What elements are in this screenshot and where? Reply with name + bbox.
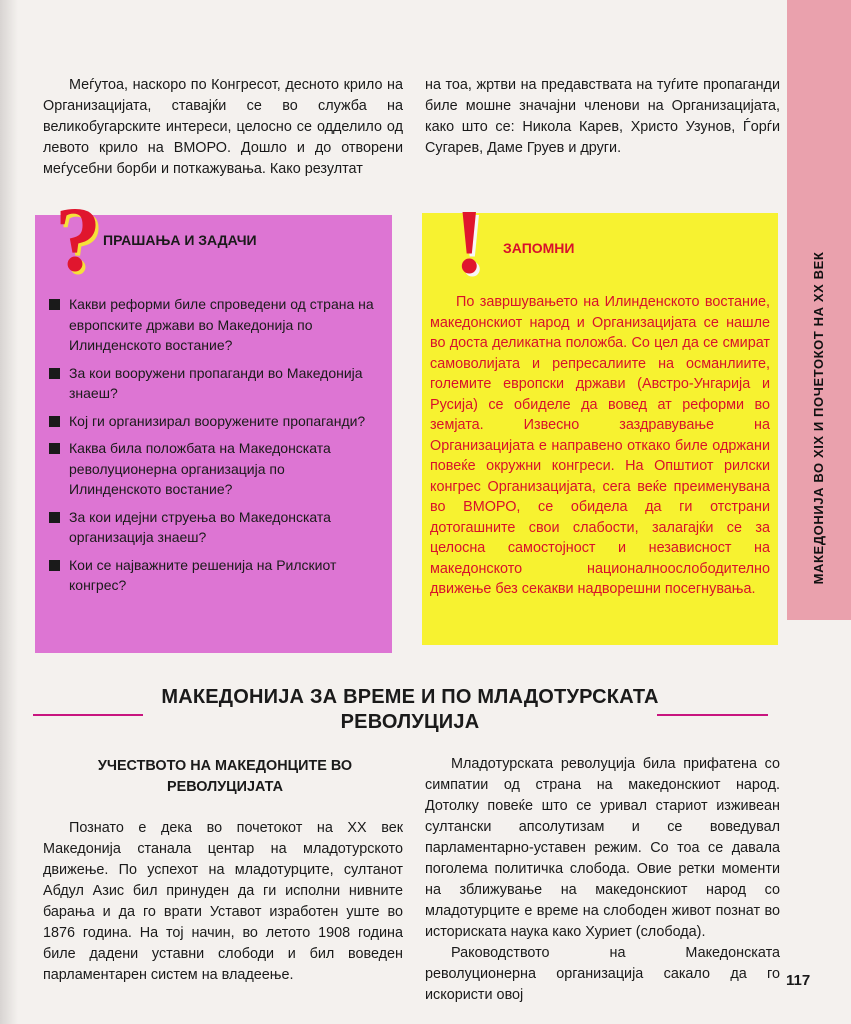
question-item: Каква била положбата на Македонската револуционерна организација по Илинденското востание? <box>47 438 380 500</box>
question-mark-icon: ? <box>55 188 101 290</box>
square-bullet-icon <box>49 299 60 310</box>
question-item: За кои вооружени пропаганди во Македонија знаеш? <box>47 363 380 404</box>
body-left-paragraph: Познато е дека во почетокот на XX век Македонија станала центар на младотурското движење. По успехот на младотурците, султанот Абдул Азис бил принуден да ги исполни нивните барања и да го врати Уставот изработен уште во 1876 година. На тој начин, во летото 1908 година биле дадени уставни слободи и бил воведен парламентарен систем на владеење. <box>43 820 403 983</box>
question-item: Какви реформи биле спроведени од страна на европските држави во Македонија по Илинденското востание? <box>47 294 380 356</box>
intro-right-column <box>425 75 780 159</box>
section-title-line-2: РЕВОЛУЦИЈА <box>340 711 480 733</box>
intro-left-column <box>43 75 403 180</box>
intro-left-paragraph: Меѓутоа, наскоро по Конгресот, десното крило на Организацијата, ставајќи се во служба на великобугарските интереси, целосно се одделило од левото крило на ВМОРО. Дошло и до отворени меѓусебни борби и поткажувања. Како резултат <box>43 77 403 177</box>
square-bullet-icon <box>49 512 60 523</box>
body-right-paragraph-2: Раководството на Македонската револуционерна организација сакало да го искористи овој <box>425 945 780 1003</box>
square-bullet-icon <box>49 443 60 454</box>
chapter-side-tab-label: МАКЕДОНИЈА ВО XIX И ПОЧЕТОКОТ НА XX ВЕК <box>811 251 826 585</box>
section-title <box>140 685 680 735</box>
question-item: За кои идејни струења во Македонската организација знаеш? <box>47 507 380 548</box>
page-number: 117 <box>786 972 811 989</box>
intro-right-paragraph: на тоа, жртви на предавствата на туѓите пропаганди биле мошне значајни членови на Организацијата, како што се: Никола Карев, Христо Узунов, Ѓорѓи Сугарев, Даме Груев и други. <box>425 77 780 156</box>
questions-box-title: ПРАШАЊА И ЗАДАЧИ <box>103 232 257 248</box>
subsection-title: УЧЕСТВОТО НА МАКЕДОНЦИТЕ ВО РЕВОЛУЦИЈАТА <box>97 758 353 795</box>
exclamation-mark-icon: ! <box>454 190 485 292</box>
body-right-paragraph-1: Младотурската револуција била прифатена со симпатии од страна на македонскиот народ. Дотолку повеќе што се уривал стариот изживеан султански апсолутизам и се воведувал парламентарно-уставен режим. Со тоа се давала поголема политичка слобода. Овие ретки моменти на зближување на македонскиот народ со младотурците е време на слободен живот познат во историската наука како Хуриет (слобода). <box>425 756 780 940</box>
page-binding-shadow <box>0 0 18 1024</box>
square-bullet-icon <box>49 416 60 427</box>
questions-list <box>47 294 380 603</box>
body-left-column <box>43 818 403 986</box>
square-bullet-icon <box>49 368 60 379</box>
section-rule-left <box>33 714 143 716</box>
body-right-column <box>425 754 780 1006</box>
remember-box-text: По завршувањето на Илинденското востание, македонскиот народ и Организацијата се нашле во доста деликатна положба. Со цел да се смират самоволијата и репресалиите на османлиите, големите европски држави (Австро-Унгарија и Русија) се обиделе да вовед ат реформи во земјата. Извесно заздравување на Организацијата е направено откако биле одржани повеќе окружни конгреси. На Општиот рилски конгрес Организацијата, сега веќе преименувана во ВМОРО, се обидела да ги отстрани дотогашните свои слабости, залагајќи се за целосна самостојност и независност на македонското националноослободително движење без секакви надворешни посегнувања. <box>430 294 770 597</box>
question-item: Кои се најважните решенија на Рилскиот конгрес? <box>47 555 380 596</box>
remember-box-title: ЗАПОМНИ <box>503 240 575 256</box>
section-title-line-1: МАКЕДОНИЈА ЗА ВРЕМЕ И ПО МЛАДОТУРСКАТА <box>161 686 659 708</box>
square-bullet-icon <box>49 560 60 571</box>
question-item: Кој ги организирал вооружените пропаганди? <box>47 411 380 432</box>
